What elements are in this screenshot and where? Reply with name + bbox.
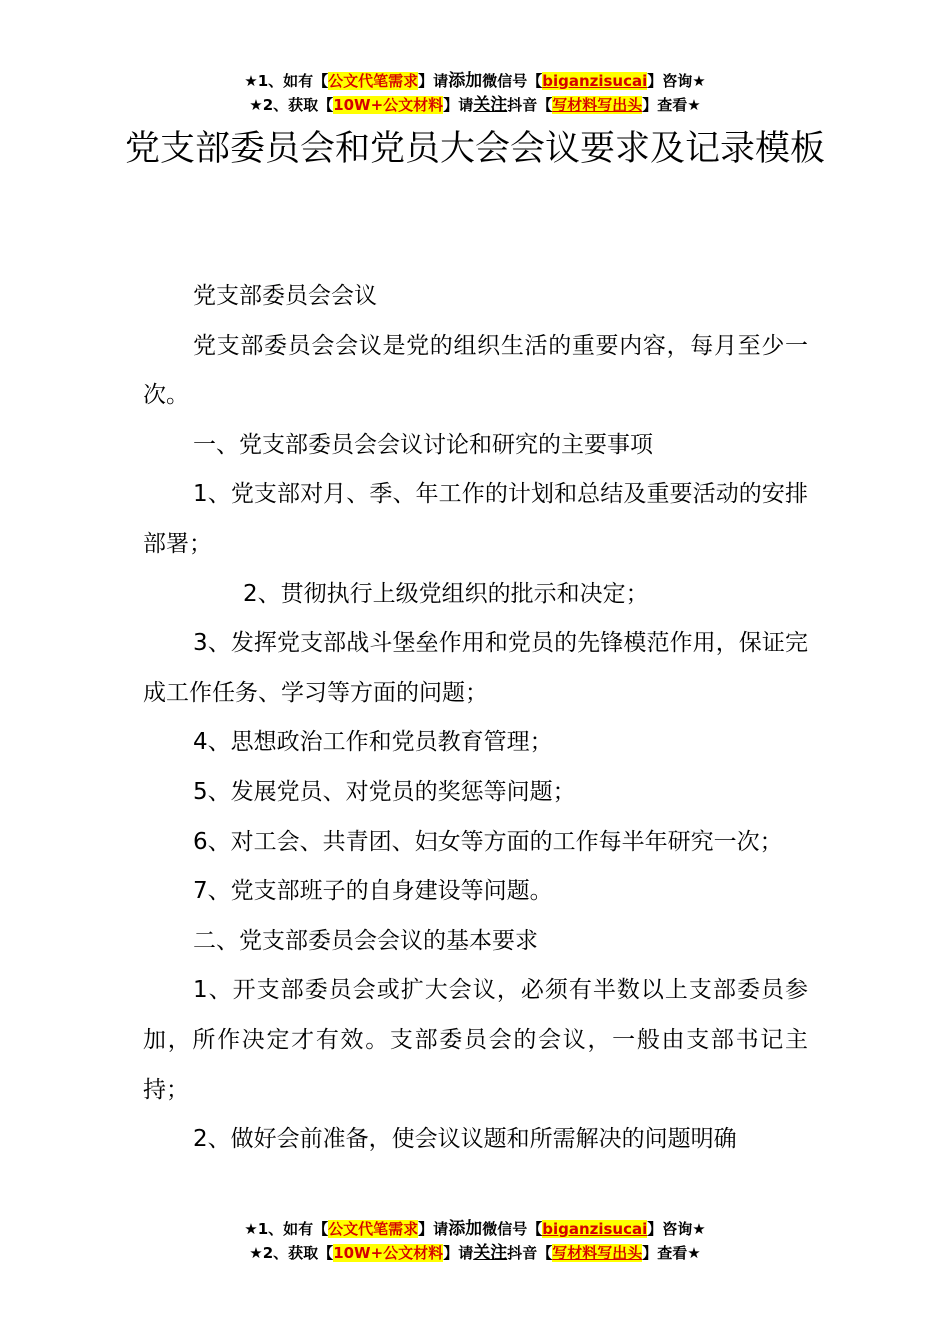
promo-highlight-wechat-id: biganzisucai [542,72,648,90]
promo-text: ★1、如有【 [244,1220,329,1238]
promo-text: 】查看★ [642,1244,701,1262]
list-item: 7、党支部班子的自身建设等问题。 [193,878,553,905]
promo-highlight: 公文代笔需求 [328,72,419,90]
promo-text: 抖音【 [507,1244,553,1262]
promo-text: 】咨询★ [647,72,706,90]
promo-text: 】咨询★ [647,1220,706,1238]
promo-highlight-douyin-id: 写材料写出头 [552,96,643,114]
promo-text: 】查看★ [642,96,701,114]
promo-emphasis: 添加 [448,1219,483,1239]
section-heading: 二、党支部委员会会议的基本要求 [193,927,538,954]
document-title: 党支部委员会和党员大会会议要求及记录模板 [124,129,825,169]
promo-text: 微信号【 [482,72,543,90]
promo-text: 微信号【 [482,1220,543,1238]
promo-highlight-wechat-id: biganzisucai [542,1220,648,1238]
list-item: 6、对工会、共青团、妇女等方面的工作每半年研究一次； [193,828,783,855]
document-body [143,272,808,1165]
promo-text: 】请 [418,1220,449,1238]
promo-emphasis: 添加 [448,71,483,91]
paragraph: 党支部委员会会议是党的组织生活的重要内容，每月至少一次。 [143,332,808,409]
promo-line-2 [0,94,950,118]
promo-text: 】请 [418,72,449,90]
list-item: 3、发挥党支部战斗堡垒作用和党员的先锋模范作用，保证完成工作任务、学习等方面的问题； [143,630,808,706]
list-item: 1、开支部委员会或扩大会议，必须有半数以上支部委员参加，所作决定才有效。支部委员会的会议，一般由支部书记主持； [143,977,808,1103]
promo-highlight: 10W+公文材料 [333,96,444,114]
promo-highlight: 公文代笔需求 [328,1220,419,1238]
list-item: 2、做好会前准备，使会议议题和所需解决的问题明确 [193,1126,737,1153]
list-item: 1、党支部对月、季、年工作的计划和总结及重要活动的安排部署； [143,481,808,557]
promo-text: ★2、获取【 [249,96,334,114]
promo-text: ★1、如有【 [244,72,329,90]
bottom-promo-banner [0,1218,950,1266]
top-promo-banner [0,70,950,118]
promo-text: 】请 [443,1244,474,1262]
promo-line-1 [0,1218,950,1242]
promo-highlight: 10W+公文材料 [333,1244,444,1262]
promo-text: 抖音【 [507,96,553,114]
section-heading: 一、党支部委员会会议讨论和研究的主要事项 [193,431,653,458]
promo-text: ★2、获取【 [249,1244,334,1262]
promo-emphasis: 关注 [473,1243,508,1263]
list-item: 2、贯彻执行上级党组织的批示和决定； [243,580,649,607]
list-item: 5、发展党员、对党员的奖惩等问题； [193,778,576,805]
list-item: 4、思想政治工作和党员教育管理； [193,729,553,756]
section-heading: 党支部委员会会议 [193,283,377,309]
promo-line-1 [0,70,950,94]
promo-highlight-douyin-id: 写材料写出头 [552,1244,643,1262]
promo-line-2 [0,1242,950,1266]
promo-emphasis: 关注 [473,95,508,115]
promo-text: 】请 [443,96,474,114]
